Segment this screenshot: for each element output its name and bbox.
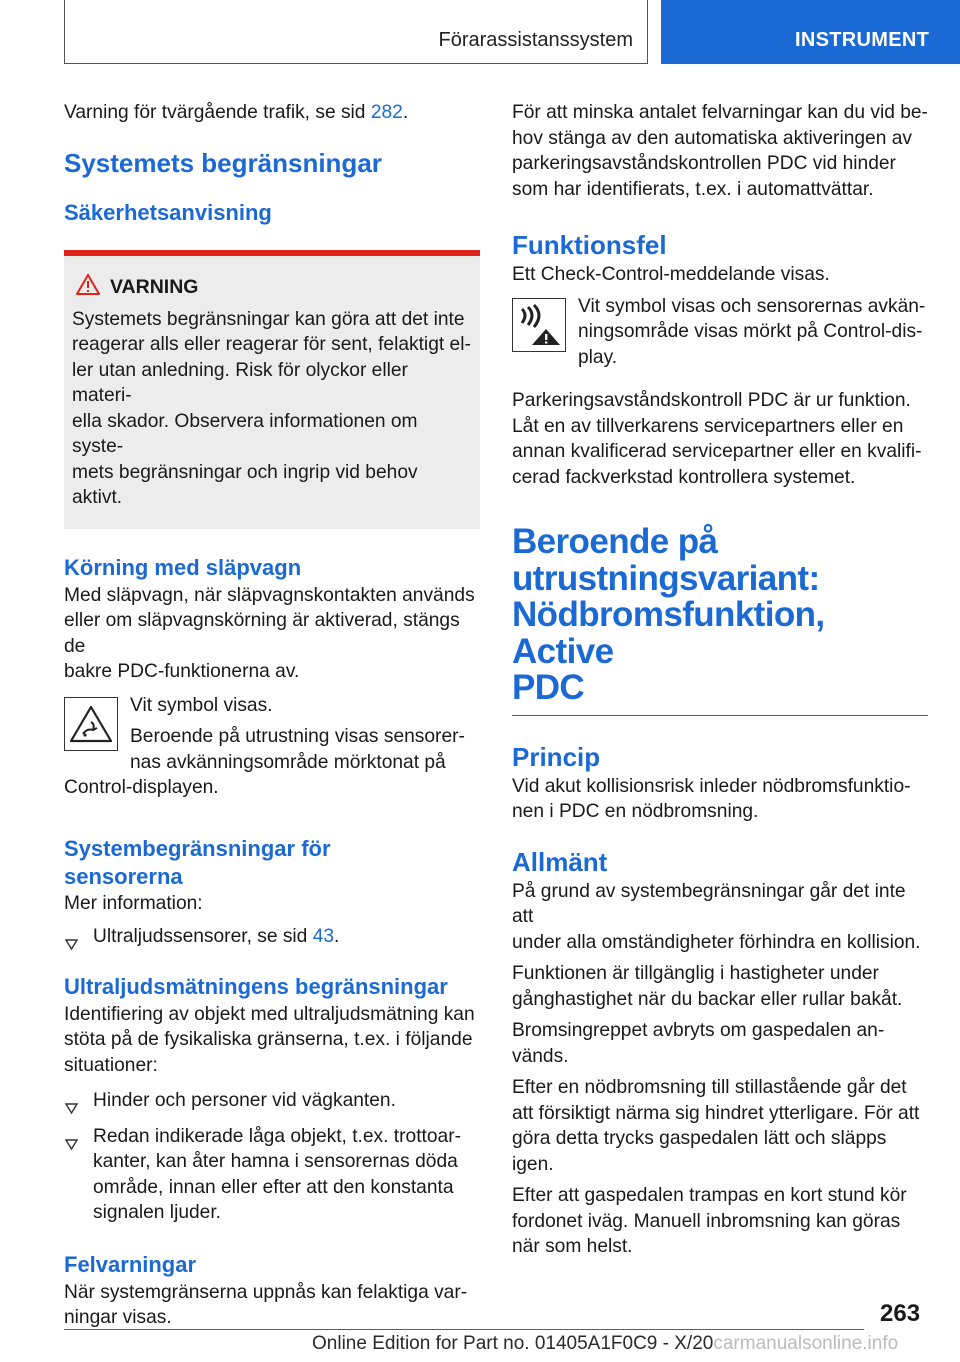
ultra-bullet-line: signalen ljuder. — [93, 1202, 222, 1223]
false-warnings-paragraph — [64, 1280, 480, 1331]
sensors-text: Mer information: — [64, 892, 203, 914]
intro-text: Varning för tvärgående trafik, se sid — [64, 102, 371, 123]
fault-icon-line: ningsområde visas mörkt på Control-dis- — [578, 321, 923, 342]
ultra-paragraph — [64, 1002, 480, 1079]
general-line: fordonet iväg. Manuell inbromsning kan göras — [512, 1210, 901, 1232]
chapter-title-rule — [512, 715, 928, 716]
general-paragraph-4 — [512, 1075, 928, 1177]
right-intro-line: som har identifierats, t.ex. i automattvättar. — [512, 178, 874, 200]
fault-line: annan kvalificerad servicepartner eller en kvalifi- — [512, 441, 922, 462]
ultra-line: Identifiering av objekt med ultraljudsmätning kan — [64, 1003, 475, 1025]
intro-paragraph — [64, 100, 480, 126]
ultra-line: stöta på de fysikaliska gränserna, t.ex. i följande — [64, 1029, 473, 1050]
right-intro-line: parkeringsavståndskontrollen PDC vid hinder — [512, 153, 896, 174]
fault-icon-text — [578, 294, 925, 371]
trailer-icon-text — [130, 693, 465, 776]
sensors-bullet-text: Ultraljudssensorer, se sid — [93, 926, 313, 947]
ultra-bullet-line: kanter, kan åter hamna i sensorernas döda — [93, 1151, 458, 1172]
pdc-fault-icon — [512, 298, 566, 352]
general-line: när som helst. — [512, 1236, 633, 1257]
fault-line: cerad fackverkstad kontrollera systemet. — [512, 466, 856, 488]
principle-line: Vid akut kollisionsrisk inleder nödbromsfunktio- — [512, 775, 911, 797]
false-warn-line: När systemgränserna uppnås kan felaktiga var- — [64, 1281, 468, 1303]
general-line: På grund av systembegränsningar går det inte att — [512, 880, 906, 927]
warning-line: mets begränsningar och ingrip vid behov aktivt. — [72, 461, 418, 508]
triangle-bullet-icon — [65, 1132, 78, 1158]
general-line: igen. — [512, 1153, 554, 1175]
warning-line: ler utan anledning. Risk för olyckor eller materi- — [72, 359, 408, 406]
sensors-page-link[interactable]: 43 — [312, 926, 335, 947]
heading-sensor-line: sensorerna — [64, 863, 183, 889]
warning-title: VARNING — [110, 275, 199, 298]
fault-icon-line: play. — [578, 346, 618, 368]
general-line: Funktionen är tillgänglig i hastigheter under — [512, 963, 879, 984]
warning-header — [72, 274, 472, 301]
ultra-list — [64, 1088, 480, 1226]
trailer-warning-icon — [64, 697, 118, 751]
chapter-title-line: PDC — [512, 668, 585, 707]
trailer-icon-subline: Beroende på utrustning visas sensorer- — [130, 726, 465, 747]
ultra-bullet-line: område, innan eller efter att den konstanta — [93, 1176, 454, 1198]
heading-system-limits: Systemets begränsningar — [64, 147, 382, 178]
trailer-line: eller om släpvagnskörning är aktiverad, stängs de — [64, 610, 460, 657]
header-section-title: Förarassistanssystem — [438, 29, 633, 51]
heading-sensor-limits — [64, 835, 480, 891]
left-column — [64, 100, 480, 1331]
heading-principle: Princip — [512, 741, 601, 772]
right-column — [512, 100, 928, 1260]
trailer-icon-line-1: Vit symbol visas. — [130, 694, 273, 716]
warning-line: ella skador. Observera informationen om syste- — [72, 410, 418, 457]
list-item — [64, 1124, 480, 1226]
general-paragraph-1 — [512, 879, 928, 956]
list-item — [64, 924, 480, 950]
intro-page-link[interactable]: 282 — [370, 102, 403, 123]
warning-line: Systemets begränsningar kan göra att det inte — [72, 308, 465, 330]
general-paragraph-3 — [512, 1018, 928, 1069]
chapter-title-line: utrustningsvariant: — [512, 558, 820, 598]
general-line: Efter att gaspedalen trampas en kort stund kör — [512, 1185, 907, 1206]
right-intro-line: hov stänga av den automatiska aktiveringen av — [512, 127, 912, 149]
general-line: Efter en nödbromsning till stillastående går det — [512, 1077, 907, 1098]
list-item — [64, 1088, 480, 1114]
false-warn-line: ningar visas. — [64, 1307, 172, 1328]
trailer-icon-subline: nas avkänningsområde mörktonat på — [130, 751, 446, 773]
page-number: 263 — [880, 1300, 921, 1327]
principle-line: nen i PDC en nödbromsning. — [512, 801, 759, 822]
heading-malfunction: Funktionsfel — [512, 230, 667, 260]
general-paragraph-2 — [512, 961, 928, 1012]
general-line: göra detta trycks gaspedalen lätt och släpps — [512, 1128, 887, 1149]
intro-end: . — [402, 102, 409, 123]
trailer-paragraph — [64, 583, 480, 685]
chapter-title — [512, 524, 928, 707]
fault-icon-line: Vit symbol visas och sensorernas avkän- — [578, 295, 926, 317]
heading-safety: Säkerhetsanvisning — [64, 199, 272, 225]
warning-triangle-icon — [76, 274, 100, 301]
header-chapter-tab[interactable] — [661, 0, 960, 64]
chapter-title-line: Beroende på — [512, 522, 718, 561]
warning-box — [64, 250, 480, 529]
general-line: under alla omständigheter förhindra en kollision. — [512, 931, 921, 953]
general-line: vänds. — [512, 1045, 569, 1067]
heading-ultrasonic: Ultraljudsmätningens begränsningar — [64, 973, 448, 999]
heading-false-warnings: Felvarningar — [64, 1251, 197, 1277]
heading-trailer: Körning med släpvagn — [64, 554, 302, 580]
malfunction-text: Ett Check-Control-meddelande visas. — [512, 264, 830, 285]
trailer-line: Med släpvagn, när släpvagnskontakten används — [64, 584, 475, 606]
sensors-list — [64, 924, 480, 950]
warning-text — [72, 307, 472, 511]
ultra-line: situationer: — [64, 1054, 158, 1076]
trailer-icon-line-3: Control-displayen. — [64, 777, 219, 798]
right-intro-paragraph — [512, 100, 928, 202]
fault-paragraph — [512, 388, 928, 490]
triangle-bullet-icon — [65, 932, 78, 958]
warning-line: reagerar alls eller reagerar för sent, felaktigt el- — [72, 334, 471, 355]
heading-sensor-line: Systembegränsningar för — [64, 835, 331, 861]
right-intro-line: För att minska antalet felvarningar kan du vid be- — [512, 102, 928, 123]
footer-rule — [64, 1329, 864, 1330]
heading-general: Allmänt — [512, 846, 608, 877]
chapter-title-line: Nödbromsfunktion, Active — [512, 595, 825, 671]
fault-icon-row — [512, 294, 928, 371]
general-line: Bromsingreppet avbryts om gaspedalen an- — [512, 1020, 885, 1041]
footer-edition — [312, 1333, 898, 1355]
footer-edition-text: Online Edition for Part no. 01405A1F0C9 - X/20 — [312, 1333, 714, 1354]
fault-line: Låt en av tillverkarens servicepartners eller en — [512, 415, 904, 437]
triangle-bullet-icon — [65, 1096, 78, 1122]
general-line: gånghastighet när du backar eller rullar bakåt. — [512, 988, 903, 1010]
footer-watermark: carmanualsonline.info — [713, 1333, 899, 1354]
fault-line: Parkeringsavståndskontroll PDC är ur funktion. — [512, 390, 911, 411]
header-section-box — [64, 0, 648, 64]
sensors-bullet-end: . — [334, 926, 340, 947]
header-chapter-label: INSTRUMENT — [795, 29, 930, 51]
ultra-bullet-line: Hinder och personer vid vägkanten. — [93, 1090, 396, 1111]
general-line: att försiktigt närma sig hindret ytterligare. För att — [512, 1102, 920, 1124]
trailer-line: bakre PDC-funktionerna av. — [64, 661, 300, 682]
trailer-icon-row — [64, 693, 480, 776]
general-paragraph-5 — [512, 1183, 928, 1260]
trailer-icon-line-2 — [130, 724, 465, 775]
ultra-bullet-line: Redan indikerade låga objekt, t.ex. trottoar- — [93, 1125, 461, 1147]
principle-paragraph — [512, 774, 928, 825]
